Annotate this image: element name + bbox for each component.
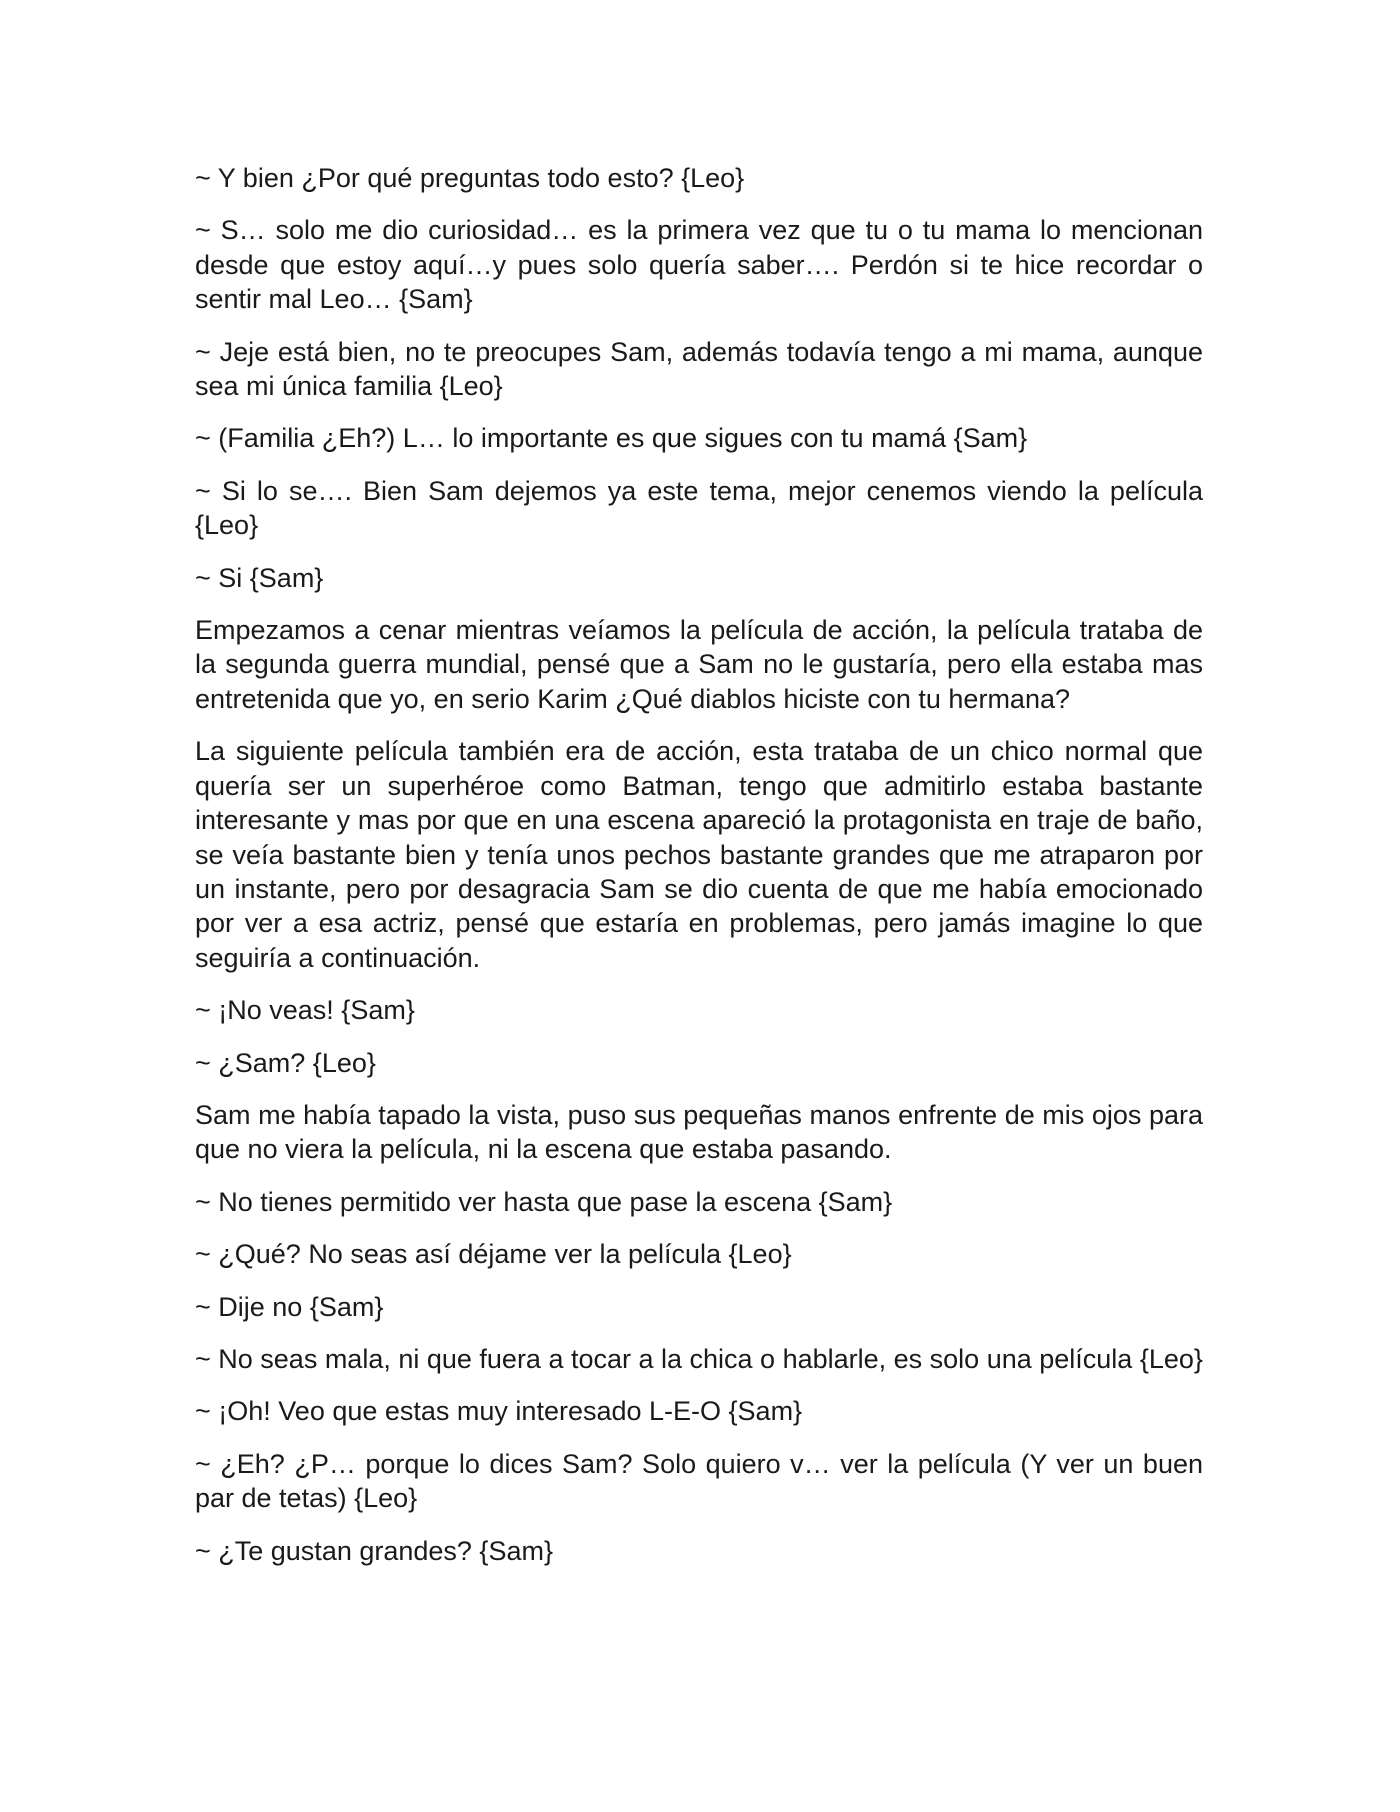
narrative-paragraph: Empezamos a cenar mientras veíamos la película de acción, la película trataba de la segunda guerra mundial, pensé que a Sam no le gustaría, pero ella estaba mas entretenida que yo, en serio Karim ¿Qué diablos hiciste con tu hermana? (195, 615, 1203, 714)
dialogue-line: ~ ¿Te gustan grandes? {Sam} (195, 1535, 553, 1566)
narrative-paragraph: La siguiente película también era de acción, esta trataba de un chico normal que quería ser un superhéroe como Batman, tengo que admitirlo estaba bastante interesante y mas por que en una escena apareció la protagonista en traje de baño, se veía bastante bien y tenía unos pechos bastante grandes que me atraparon por un instante, pero por desagracia Sam se dio cuenta de que me había emocionado por ver a esa actriz, pensé que estaría en problemas, pero jamás imagine lo que seguiría a continuación. (195, 736, 1203, 973)
narrative-paragraph: Sam me había tapado la vista, puso sus pequeñas manos enfrente de mis ojos para que no viera la película, ni la escena que estaba pasando. (195, 1099, 1203, 1165)
dialogue-line: ~ No seas mala, ni que fuera a tocar a la chica o hablarle, es solo una película {Leo} (195, 1343, 1203, 1374)
dialogue-line: ~ ¿Sam? {Leo} (195, 1047, 376, 1078)
document-page (195, 161, 1203, 1586)
dialogue-line: ~ ¡No veas! {Sam} (195, 995, 415, 1026)
dialogue-line: ~ S… solo me dio curiosidad… es la primera vez que tu o tu mama lo mencionan desde que estoy aquí…y pues solo quería saber…. Perdón si te hice recordar o sentir mal Leo… {Sam} (195, 215, 1203, 315)
dialogue-line: ~ Si {Sam} (195, 562, 324, 593)
dialogue-line: ~ ¿Eh? ¿P… porque lo dices Sam? Solo quiero v… ver la película (Y ver un buen par de tetas) {Leo} (195, 1448, 1203, 1514)
dialogue-line: ~ Y bien ¿Por qué preguntas todo esto? {Leo} (195, 163, 745, 193)
dialogue-line: ~ Dije no {Sam} (195, 1291, 384, 1322)
dialogue-line: ~ ¡Oh! Veo que estas muy interesado L-E-O {Sam} (195, 1396, 803, 1427)
dialogue-line: ~ (Familia ¿Eh?) L… lo importante es que sigues con tu mamá {Sam} (195, 423, 1028, 454)
dialogue-line: ~ Jeje está bien, no te preocupes Sam, además todavía tengo a mi mama, aunque sea mi única familia {Leo} (195, 336, 1203, 402)
dialogue-line: ~ ¿Qué? No seas así déjame ver la película {Leo} (195, 1239, 792, 1270)
dialogue-line: ~ Si lo se…. Bien Sam dejemos ya este tema, mejor cenemos viendo la película {Leo} (195, 475, 1203, 541)
dialogue-line: ~ No tienes permitido ver hasta que pase la escena {Sam} (195, 1186, 893, 1217)
